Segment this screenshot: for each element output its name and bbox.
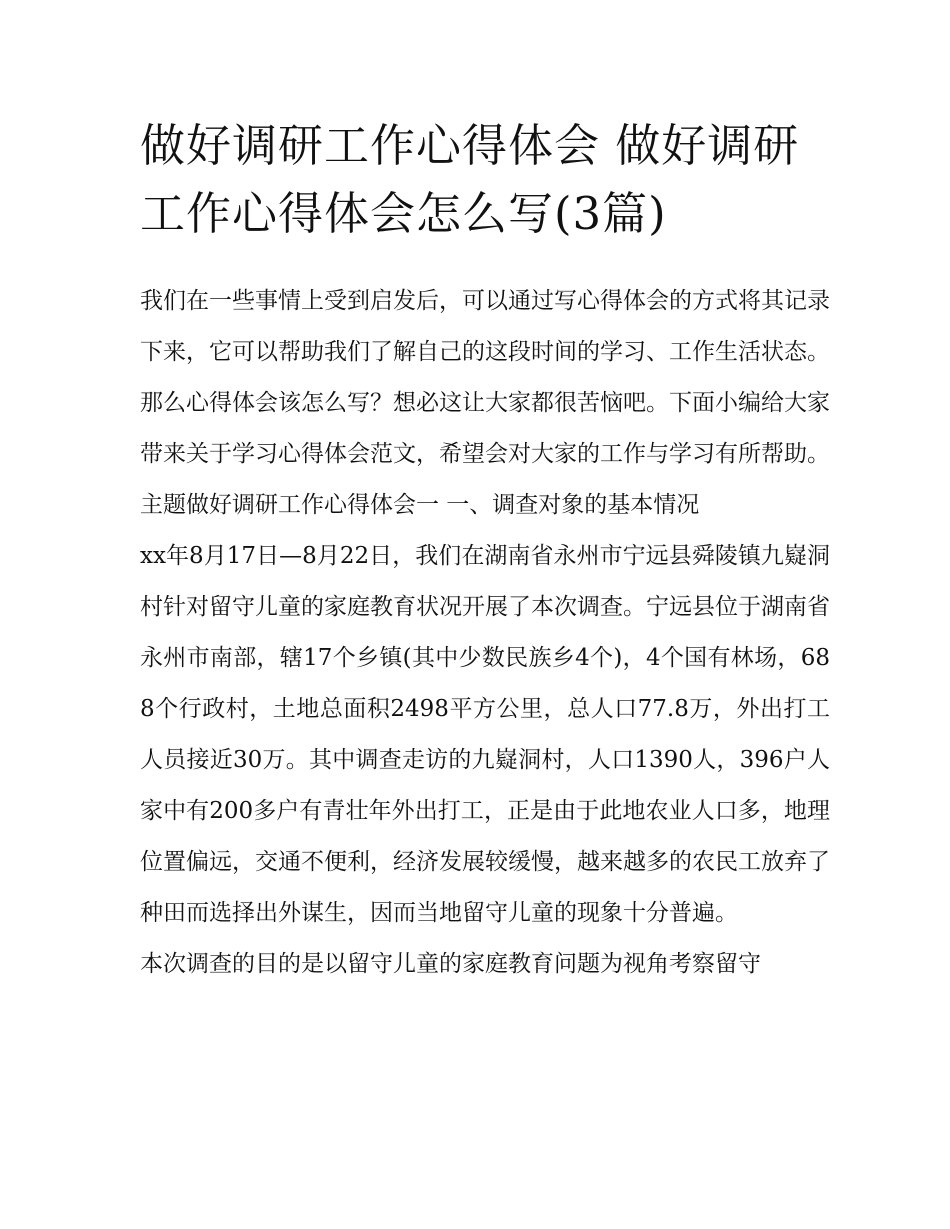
document-body (140, 276, 830, 990)
section-heading: 主题做好调研工作心得体会一 一、调查对象的基本情况 (140, 492, 700, 518)
intro-paragraph: 我们在一些事情上受到启发后，可以通过写心得体会的方式将其记录下来，它可以帮助我们了解自己的这段时间的学习、工作生活状态。那么心得体会该怎么写？想必这让大家都很苦恼吧。下面小编给大家带来关于学习心得体会范文，希望会对大家的工作与学习有所帮助。 (140, 288, 830, 467)
survey-paragraph: xx年8月17日—8月22日，我们在湖南省永州市宁远县舜陵镇九嶷洞村针对留守儿童的家庭教育状况开展了本次调查。宁远县位于湖南省永州市南部，辖17个乡镇(其中少数民族乡4个)，4个国有林场，688个行政村，土地总面积2498平方公里，总人口77.8万，外出打工人员接近30万。其中调查走访的九嶷洞村，人口1390人，396户人家中有200多户有青壮年外出打工，正是由于此地农业人口多，地理位置偏远，交通不便利，经济发展较缓慢，越来越多的农民工放弃了种田而选择出外谋生，因而当地留守儿童的现象十分普遍。 (140, 543, 830, 926)
document-title: 做好调研工作心得体会 做好调研工作心得体会怎么写(3篇) (140, 119, 800, 240)
purpose-paragraph: 本次调查的目的是以留守儿童的家庭教育问题为视角考察留守 (140, 951, 761, 977)
